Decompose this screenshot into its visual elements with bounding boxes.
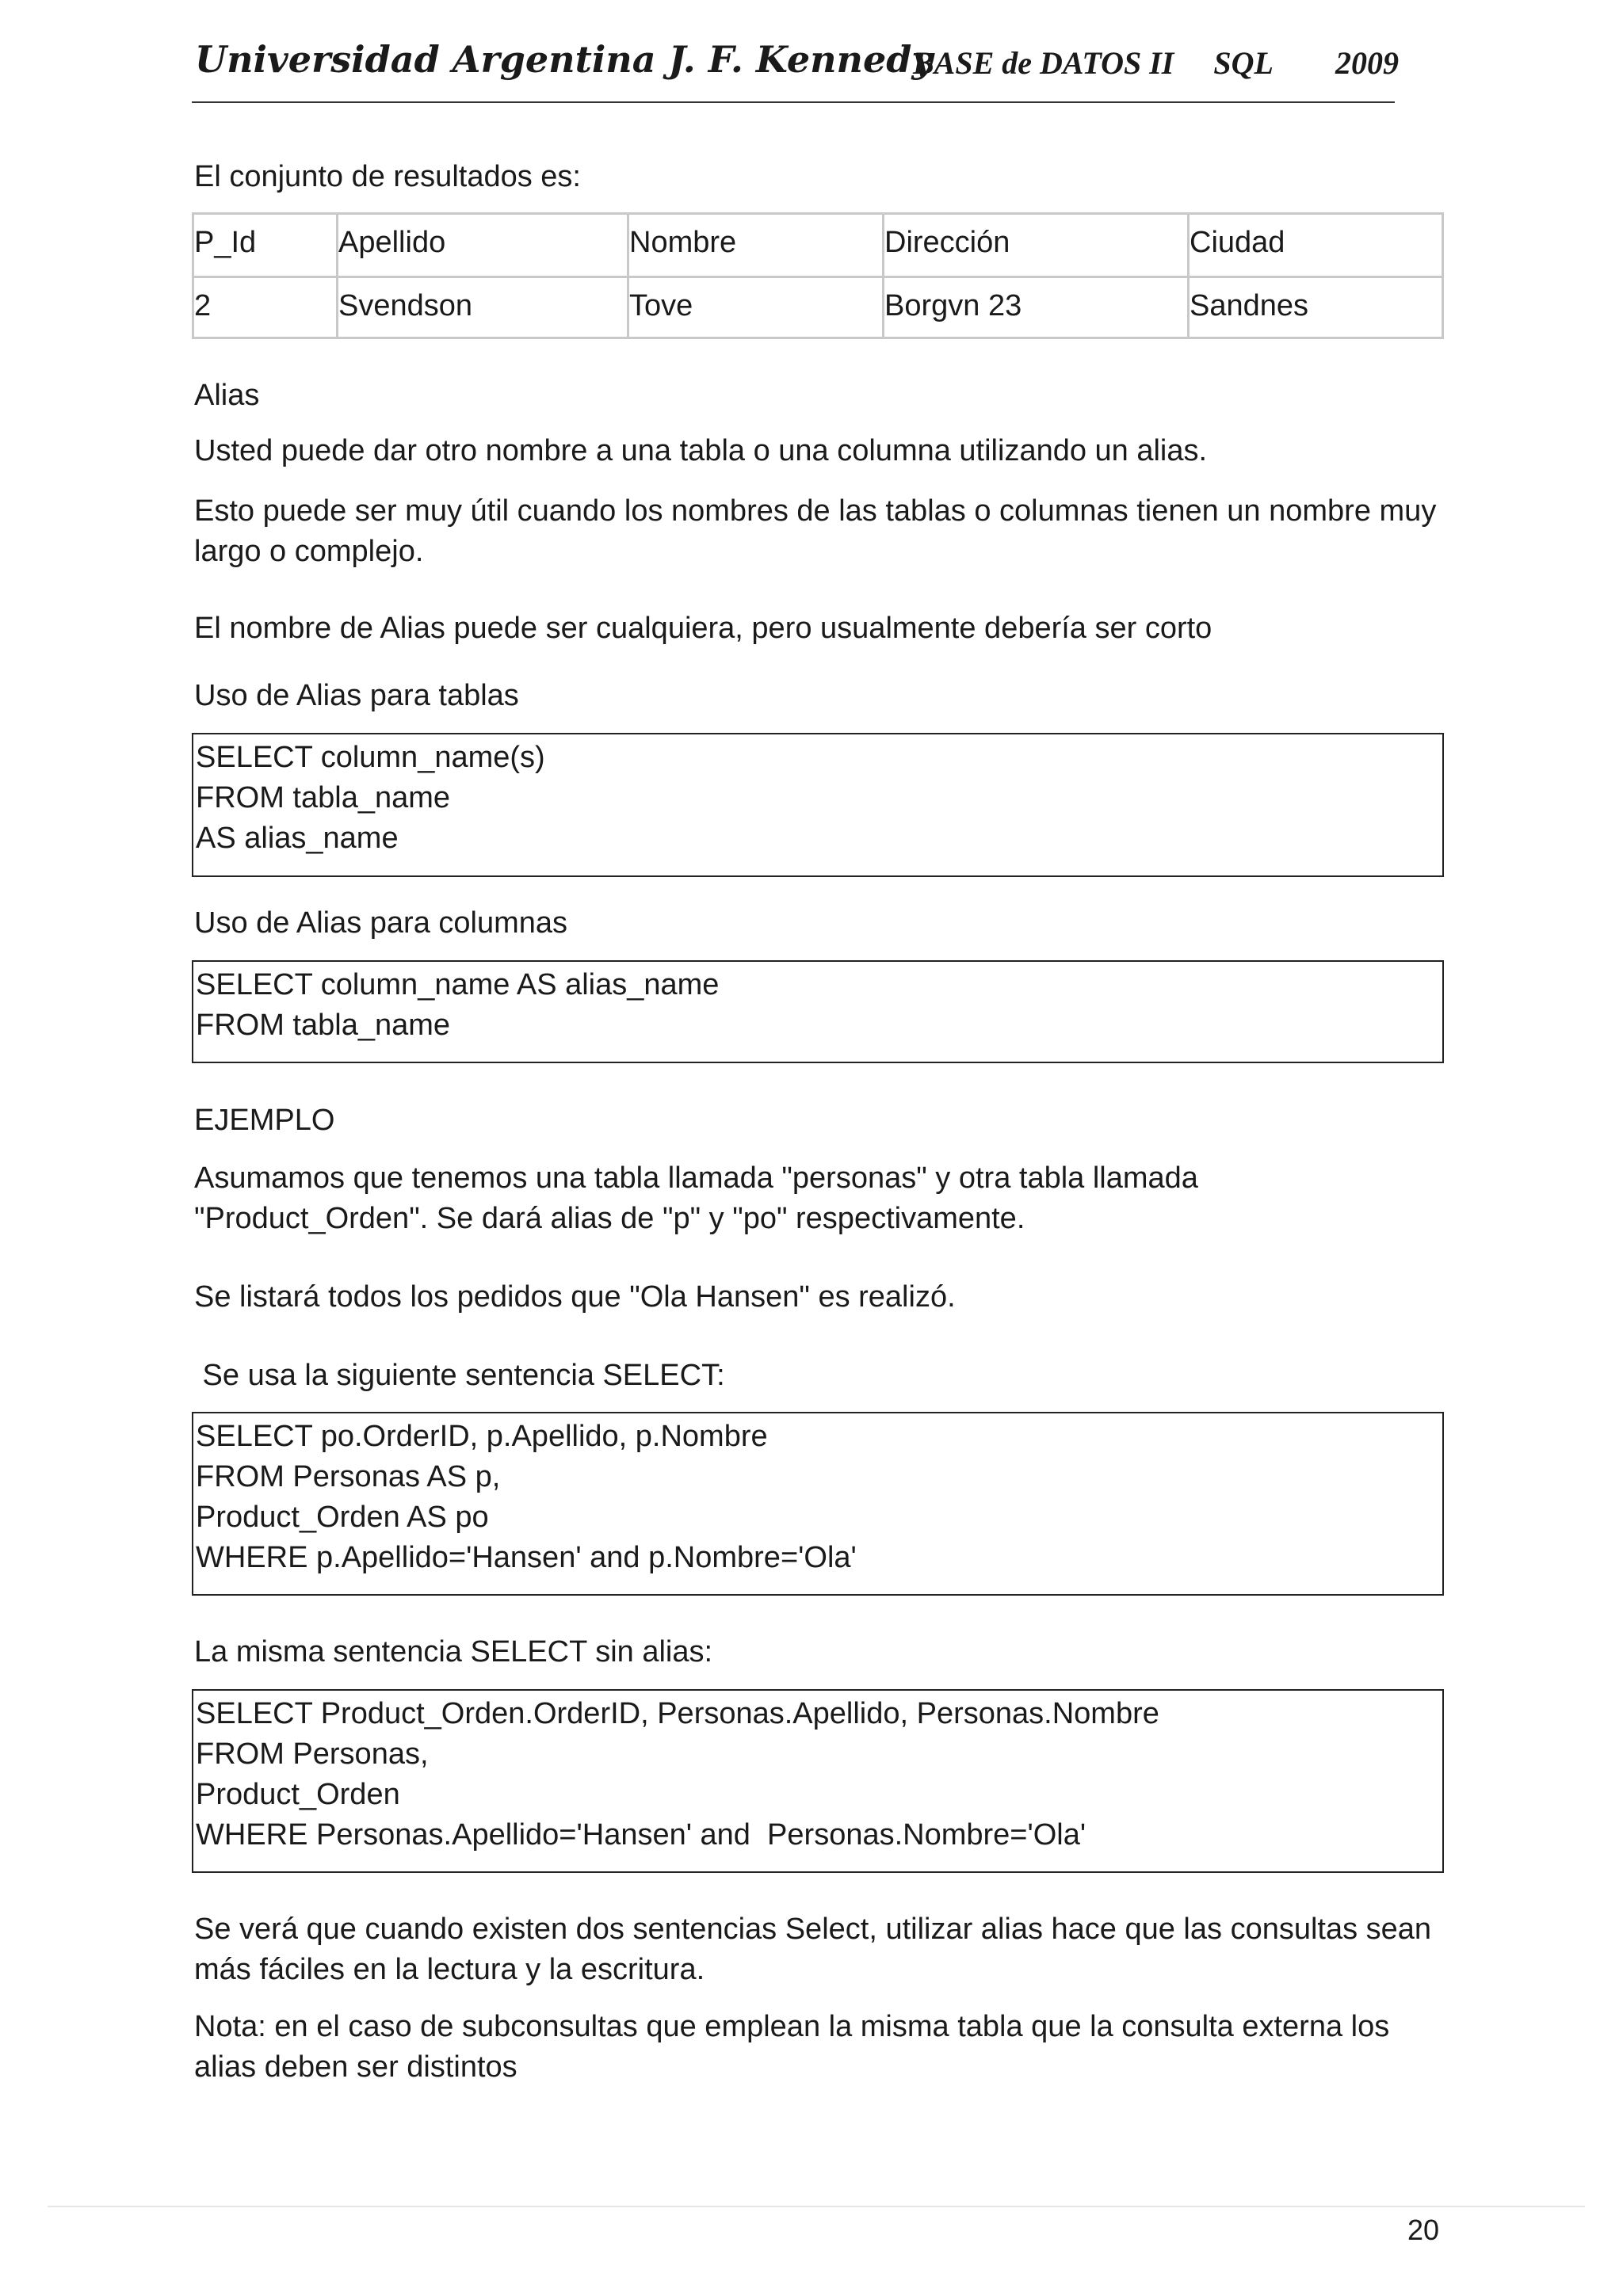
result-table: [192, 212, 1444, 339]
alias-paragraph-2-line-1: Esto puede ser muy útil cuando los nombres de las tablas o columnas tienen un nombre muy: [194, 494, 1437, 528]
alias-columns-heading: Uso de Alias para columnas: [194, 906, 568, 940]
alias-paragraph-1: Usted puede dar otro nombre a una tabla o una columna utilizando un alias.: [194, 434, 1208, 467]
code-line: SELECT column_name(s): [196, 741, 545, 774]
table-header-cell: Nombre: [627, 215, 882, 276]
code-line: SELECT po.OrderID, p.Apellido, p.Nombre: [196, 1420, 768, 1453]
example-paragraph-1-line-1: Asumamos que tenemos una tabla llamada "personas" y otra tabla llamada: [194, 1161, 1198, 1195]
table-header-cell: P_Id: [194, 226, 257, 259]
code-box-alias-tables: [192, 733, 1444, 877]
course-name: BASE de DATOS II: [913, 45, 1174, 81]
example-heading: EJEMPLO: [194, 1104, 335, 1137]
code-line: FROM Personas AS p,: [196, 1460, 501, 1493]
code-line: FROM Personas,: [196, 1737, 429, 1771]
table-header-cell: Ciudad: [1187, 215, 1442, 276]
note-line-1: Nota: en el caso de subconsultas que emplean la misma tabla que la consulta externa los: [194, 2010, 1390, 2043]
alias-paragraph-3: El nombre de Alias puede ser cualquiera, pero usualmente debería ser corto: [194, 612, 1212, 645]
code-box-alias-columns: [192, 960, 1444, 1063]
code-line: FROM tabla_name: [196, 781, 451, 814]
code-line: SELECT Product_Orden.OrderID, Personas.Apellido, Personas.Nombre: [196, 1697, 1159, 1730]
alias-tables-heading: Uso de Alias para tablas: [194, 679, 519, 712]
example-paragraph-2: Se listará todos los pedidos que "Ola Hansen" es realizó.: [194, 1280, 956, 1314]
table-cell: Sandnes: [1187, 278, 1442, 339]
alias-heading: Alias: [194, 379, 260, 412]
example-paragraph-1-line-2: "Product_Orden". Se dará alias de "p" y "po" respectivamente.: [194, 1202, 1025, 1235]
table-row: [194, 276, 1442, 339]
code-line: FROM tabla_name: [196, 1009, 451, 1042]
header-course-info: [913, 44, 1399, 82]
example-paragraph-5-line-1: Se verá que cuando existen dos sentencias Select, utilizar alias hace que las consultas sean: [194, 1913, 1432, 1946]
page-header: [192, 35, 1399, 103]
example-paragraph-3: Se usa la siguiente sentencia SELECT:: [194, 1359, 725, 1392]
example-paragraph-5-line-2: más fáciles en la lectura y la escritura.: [194, 1953, 705, 1986]
note-line-2: alias deben ser distintos: [194, 2050, 517, 2084]
alias-paragraph-2-line-2: largo o complejo.: [194, 535, 424, 568]
table-cell: 2: [194, 289, 212, 322]
code-line: AS alias_name: [196, 822, 399, 855]
page-number: 20: [1407, 2214, 1440, 2246]
course-topic: SQL: [1213, 45, 1274, 81]
code-line: WHERE p.Apellido='Hansen' and p.Nombre='Ola': [196, 1541, 857, 1574]
code-line: SELECT column_name AS alias_name: [196, 968, 720, 1001]
example-paragraph-4: La misma sentencia SELECT sin alias:: [194, 1635, 713, 1669]
code-line: WHERE Personas.Apellido='Hansen' and Personas.Nombre='Ola': [196, 1818, 1086, 1852]
footer-divider: [48, 2206, 1585, 2207]
results-intro: El conjunto de resultados es:: [194, 160, 581, 193]
code-line: Product_Orden: [196, 1778, 400, 1811]
table-header-cell: Dirección: [882, 215, 1187, 276]
table-header-cell: Apellido: [336, 215, 627, 276]
code-box-without-alias: [192, 1689, 1444, 1873]
university-name: Universidad Argentina J. F. Kennedy: [195, 38, 934, 81]
table-cell: Tove: [627, 278, 882, 339]
table-cell: Svendson: [336, 278, 627, 339]
code-line: Product_Orden AS po: [196, 1501, 489, 1534]
table-header-row: [194, 215, 1442, 276]
code-box-with-alias: [192, 1412, 1444, 1596]
course-year: 2009: [1335, 45, 1399, 81]
table-cell: Borgvn 23: [882, 278, 1187, 339]
